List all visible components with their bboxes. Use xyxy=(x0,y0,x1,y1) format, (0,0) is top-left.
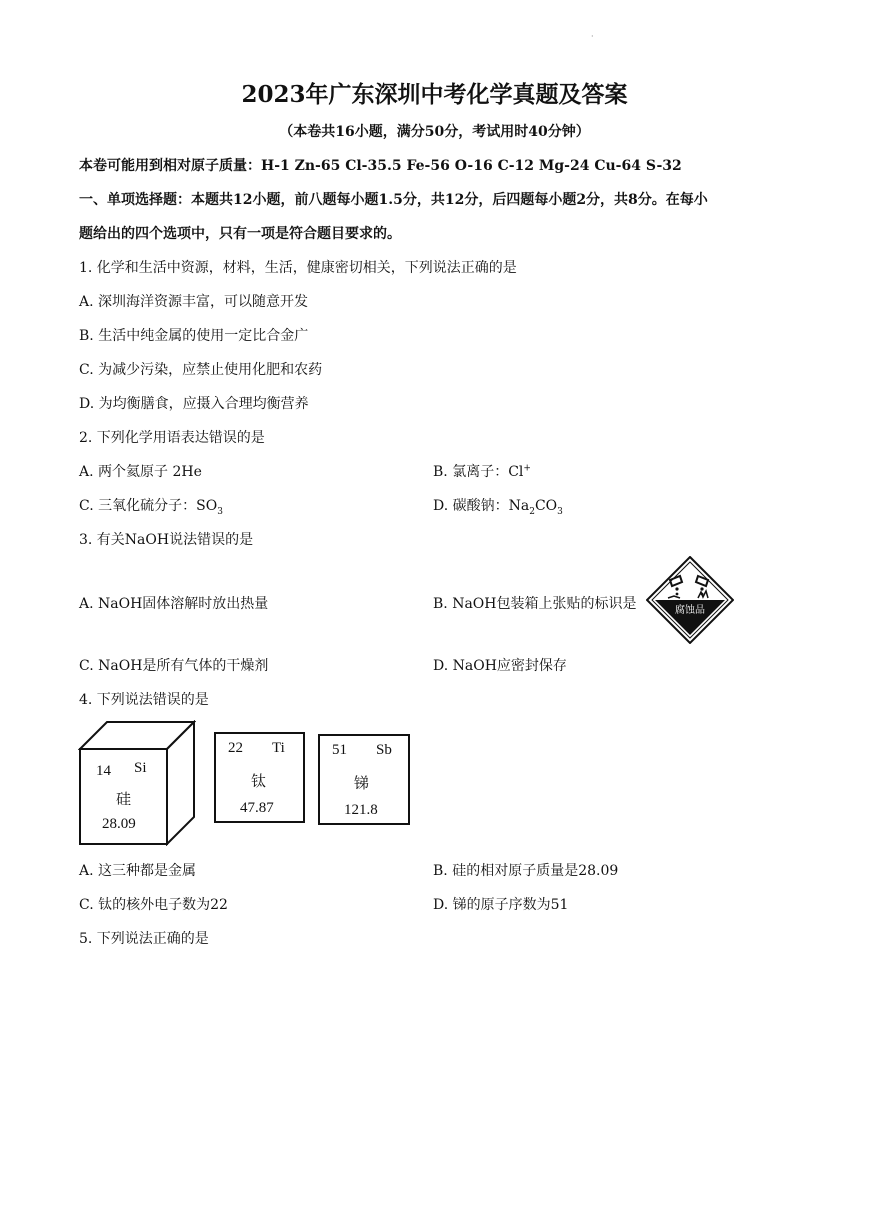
q1-option-b: B. 生活中纯金属的使用一定比合金广 xyxy=(79,328,309,344)
element-card-sb xyxy=(318,734,410,825)
section-instructions-line2: 题给出的四个选项中，只有一项是符合题目要求的。 xyxy=(79,226,401,242)
q3-option-c: C. NaOH是所有气体的干燥剂 xyxy=(79,658,269,674)
q2-option-b: B. 氯离子：Cl+ xyxy=(433,463,531,480)
q2-stem: 2. 下列化学用语表达错误的是 xyxy=(79,430,265,446)
q3-option-a: A. NaOH固体溶解时放出热量 xyxy=(79,596,269,612)
element-card-ti xyxy=(214,732,305,823)
element-ti-number: 22 xyxy=(228,740,243,756)
q3-option-b: B. NaOH包装箱上张贴的标识是 xyxy=(433,596,637,612)
q3-option-d: D. NaOH应密封保存 xyxy=(433,658,567,674)
q3-stem: 3. 有关NaOH说法错误的是 xyxy=(79,532,254,548)
atomic-masses: 本卷可能用到相对原子质量：H-1 Zn-65 Cl-35.5 Fe-56 O-16 C-12 Mg-24 Cu-64 S-32 xyxy=(79,158,682,174)
corrosive-diamond-icon xyxy=(646,556,734,644)
element-ti-mass: 47.87 xyxy=(240,800,274,816)
q1-option-c: C. 为减少污染，应禁止使用化肥和农药 xyxy=(79,362,323,378)
element-ti-name: 钛 xyxy=(251,772,267,790)
q2-option-a: A. 两个氦原子 2He xyxy=(79,464,202,480)
q1-option-a: A. 深圳海洋资源丰富，可以随意开发 xyxy=(79,294,309,310)
q2-option-d: D. 碳酸钠：$Na_2CO_3$ xyxy=(433,498,563,517)
header-mark: · xyxy=(591,32,594,41)
q5-stem: 5. 下列说法正确的是 xyxy=(79,931,209,947)
element-sb-symbol: Sb xyxy=(376,742,392,758)
q4-stem: 4. 下列说法错误的是 xyxy=(79,692,209,708)
element-ti-symbol: Ti xyxy=(272,740,285,756)
element-sb-number: 51 xyxy=(332,742,347,758)
page-subtitle: （本卷共16小题，满分50分，考试用时40分钟） xyxy=(279,124,590,140)
cube-outline-icon xyxy=(78,720,196,846)
element-si-name: 硅 xyxy=(116,790,132,808)
element-sb-mass: 121.8 xyxy=(344,802,378,818)
q4-option-a: A. 这三种都是金属 xyxy=(79,863,197,879)
element-si-symbol: Si xyxy=(134,760,147,776)
q4-option-d: D. 锑的原子序数为51 xyxy=(433,897,569,913)
element-si-number: 14 xyxy=(96,763,111,779)
corrosive-hazard-sign xyxy=(646,556,734,644)
q1-stem: 1. 化学和生活中资源，材料，生活，健康密切相关，下列说法正确的是 xyxy=(79,260,517,276)
element-card-si xyxy=(78,720,196,846)
sign-label: 腐蚀品 xyxy=(675,605,705,616)
q1-option-d: D. 为均衡膳食，应摄入合理均衡营养 xyxy=(79,396,309,412)
element-si-mass: 28.09 xyxy=(102,816,136,832)
q2-option-c: C. 三氧化硫分子：$SO_3$ xyxy=(79,498,223,517)
page-title: 2023年广东深圳中考化学真题及答案 xyxy=(241,81,628,108)
section-instructions-line1: 一、单项选择题：本题共12小题，前八题每小题1.5分，共12分，后四题每小题2分，共8分。在每小 xyxy=(79,192,708,208)
q4-option-b: B. 硅的相对原子质量是28.09 xyxy=(433,863,619,879)
element-sb-name: 锑 xyxy=(354,774,370,792)
q4-option-c: C. 钛的核外电子数为22 xyxy=(79,897,228,913)
